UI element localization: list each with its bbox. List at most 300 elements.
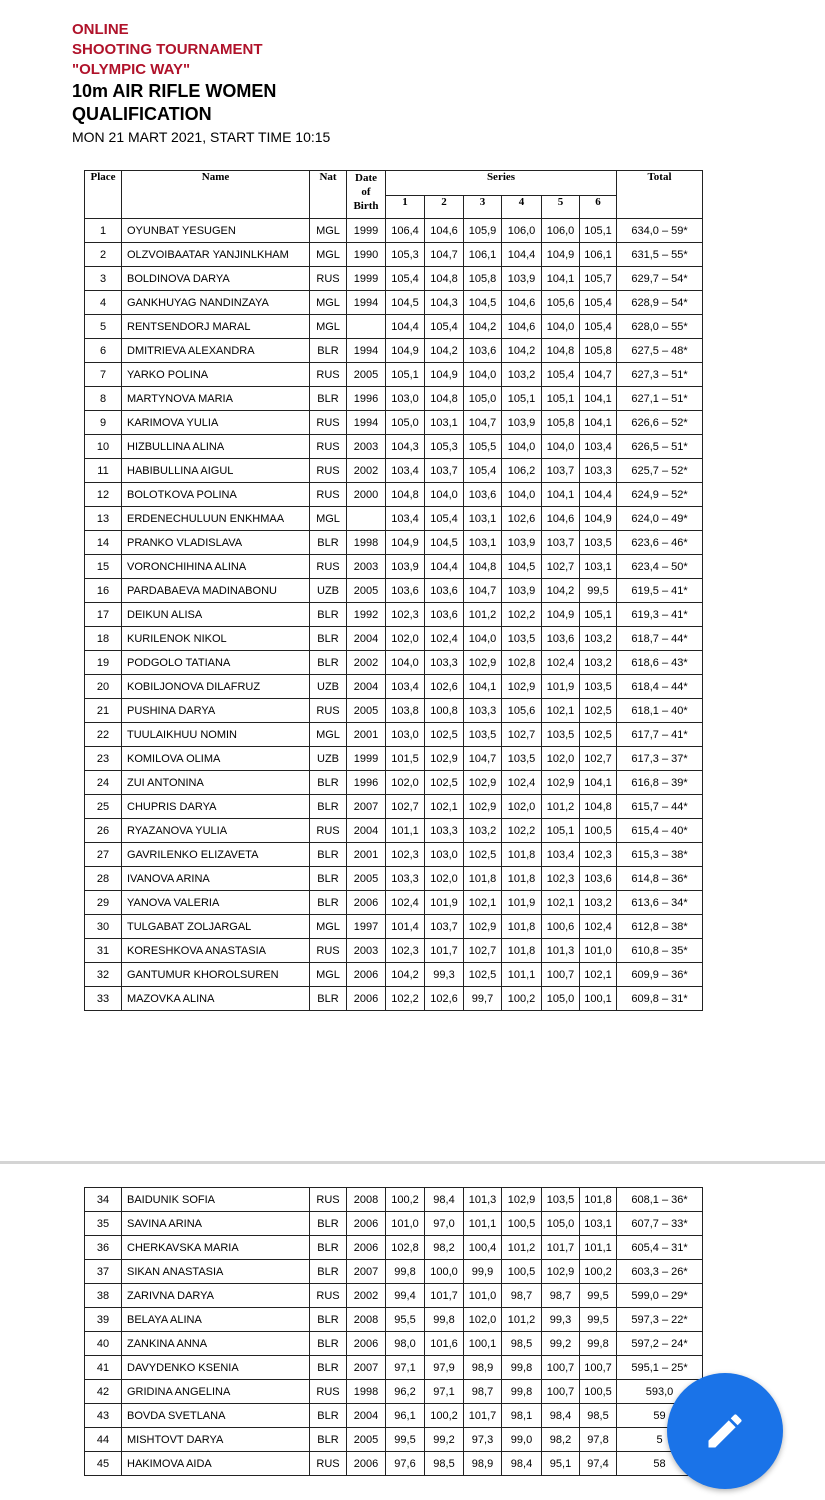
athlete-name-cell: PUSHINA DARYA [122, 699, 310, 723]
series-4-cell: 102,6 [502, 507, 542, 531]
series-2-cell: 97,1 [425, 1380, 464, 1404]
col-header-series-3: 3 [464, 196, 502, 219]
birth-year-cell: 1994 [347, 291, 386, 315]
athlete-name-cell: HIZBULLINA ALINA [122, 435, 310, 459]
birth-year-cell: 1999 [347, 747, 386, 771]
series-2-cell: 105,4 [425, 507, 464, 531]
series-4-cell: 103,2 [502, 363, 542, 387]
nat-cell: RUS [310, 1284, 347, 1308]
series-2-cell: 105,4 [425, 315, 464, 339]
nat-cell: MGL [310, 915, 347, 939]
nat-cell: RUS [310, 459, 347, 483]
total-cell: 59 [617, 1404, 703, 1428]
series-1-cell: 96,1 [386, 1404, 425, 1428]
series-5-cell: 98,2 [542, 1428, 580, 1452]
series-6-cell: 102,7 [580, 747, 617, 771]
series-3-cell: 103,5 [464, 723, 502, 747]
series-1-cell: 105,1 [386, 363, 425, 387]
series-5-cell: 104,6 [542, 507, 580, 531]
series-3-cell: 102,7 [464, 939, 502, 963]
series-2-cell: 103,3 [425, 651, 464, 675]
nat-cell: BLR [310, 627, 347, 651]
series-4-cell: 98,7 [502, 1284, 542, 1308]
athlete-name-cell: GANKHUYAG NANDINZAYA [122, 291, 310, 315]
series-1-cell: 104,4 [386, 315, 425, 339]
series-4-cell: 101,8 [502, 867, 542, 891]
series-3-cell: 98,9 [464, 1452, 502, 1476]
series-1-cell: 104,5 [386, 291, 425, 315]
nat-cell: MGL [310, 963, 347, 987]
total-cell: 597,3 – 22* [617, 1308, 703, 1332]
series-4-cell: 102,2 [502, 819, 542, 843]
series-3-cell: 103,3 [464, 699, 502, 723]
series-2-cell: 98,4 [425, 1188, 464, 1212]
place-cell: 13 [85, 507, 122, 531]
result-row [85, 1212, 703, 1236]
series-2-cell: 102,5 [425, 723, 464, 747]
series-3-cell: 102,0 [464, 1308, 502, 1332]
place-cell: 30 [85, 915, 122, 939]
nat-cell: MGL [310, 243, 347, 267]
athlete-name-cell: HAKIMOVA AIDA [122, 1452, 310, 1476]
series-5-cell: 103,7 [542, 531, 580, 555]
edit-fab-button[interactable] [667, 1373, 783, 1489]
result-row [85, 411, 703, 435]
dob-header-line2: of [361, 186, 371, 198]
series-4-cell: 103,5 [502, 627, 542, 651]
series-3-cell: 104,2 [464, 315, 502, 339]
athlete-name-cell: SAVINA ARINA [122, 1212, 310, 1236]
series-4-cell: 103,9 [502, 579, 542, 603]
dob-header-line1: Date [355, 172, 377, 184]
total-cell: 627,1 – 51* [617, 387, 703, 411]
athlete-name-cell: CHERKAVSKA MARIA [122, 1236, 310, 1260]
athlete-name-cell: DAVYDENKO KSENIA [122, 1356, 310, 1380]
series-6-cell: 103,1 [580, 1212, 617, 1236]
series-6-cell: 97,8 [580, 1428, 617, 1452]
result-row [85, 627, 703, 651]
series-4-cell: 104,0 [502, 435, 542, 459]
athlete-name-cell: BOLOTKOVA POLINA [122, 483, 310, 507]
series-3-cell: 101,2 [464, 603, 502, 627]
series-5-cell: 102,4 [542, 651, 580, 675]
series-5-cell: 105,0 [542, 1212, 580, 1236]
series-1-cell: 106,4 [386, 219, 425, 243]
place-cell: 27 [85, 843, 122, 867]
athlete-name-cell: KORESHKOVA ANASTASIA [122, 939, 310, 963]
result-row [85, 267, 703, 291]
series-6-cell: 99,5 [580, 579, 617, 603]
series-3-cell: 101,7 [464, 1404, 502, 1428]
series-5-cell: 105,8 [542, 411, 580, 435]
event-title: 10m AIR RIFLE WOMEN [72, 81, 277, 101]
total-cell: 599,0 – 29* [617, 1284, 703, 1308]
athlete-name-cell: BAIDUNIK SOFIA [122, 1188, 310, 1212]
nat-cell: RUS [310, 555, 347, 579]
nat-cell: BLR [310, 987, 347, 1011]
nat-cell: BLR [310, 1236, 347, 1260]
result-row [85, 1260, 703, 1284]
birth-year-cell: 1992 [347, 603, 386, 627]
series-6-cell: 106,1 [580, 243, 617, 267]
series-5-cell: 100,7 [542, 963, 580, 987]
nat-cell: RUS [310, 819, 347, 843]
series-5-cell: 101,2 [542, 795, 580, 819]
nat-cell: BLR [310, 891, 347, 915]
series-3-cell: 102,5 [464, 843, 502, 867]
series-1-cell: 98,0 [386, 1332, 425, 1356]
series-6-cell: 100,7 [580, 1356, 617, 1380]
athlete-name-cell: KOMILOVA OLIMA [122, 747, 310, 771]
result-row [85, 1188, 703, 1212]
series-5-cell: 101,9 [542, 675, 580, 699]
series-6-cell: 103,2 [580, 891, 617, 915]
place-cell: 31 [85, 939, 122, 963]
series-1-cell: 101,0 [386, 1212, 425, 1236]
total-cell: 595,1 – 25* [617, 1356, 703, 1380]
series-4-cell: 103,5 [502, 747, 542, 771]
series-3-cell: 104,0 [464, 363, 502, 387]
series-2-cell: 102,9 [425, 747, 464, 771]
series-3-cell: 99,9 [464, 1260, 502, 1284]
place-cell: 44 [85, 1428, 122, 1452]
total-cell: 618,7 – 44* [617, 627, 703, 651]
birth-year-cell: 1999 [347, 267, 386, 291]
place-cell: 33 [85, 987, 122, 1011]
total-cell: 623,6 – 46* [617, 531, 703, 555]
series-5-cell: 102,1 [542, 891, 580, 915]
athlete-name-cell: GAVRILENKO ELIZAVETA [122, 843, 310, 867]
series-4-cell: 103,9 [502, 267, 542, 291]
series-1-cell: 104,0 [386, 651, 425, 675]
place-cell: 19 [85, 651, 122, 675]
col-header-series-4: 4 [502, 196, 542, 219]
series-6-cell: 104,9 [580, 507, 617, 531]
series-5-cell: 98,7 [542, 1284, 580, 1308]
result-row [85, 1236, 703, 1260]
birth-year-cell: 1990 [347, 243, 386, 267]
athlete-name-cell: CHUPRIS DARYA [122, 795, 310, 819]
birth-year-cell: 2008 [347, 1308, 386, 1332]
results-body [85, 219, 703, 1011]
total-cell: 628,9 – 54* [617, 291, 703, 315]
result-row [85, 483, 703, 507]
birth-year-cell: 2006 [347, 1236, 386, 1260]
result-row [85, 723, 703, 747]
series-1-cell: 104,2 [386, 963, 425, 987]
place-cell: 23 [85, 747, 122, 771]
series-2-cell: 101,6 [425, 1332, 464, 1356]
nat-cell: BLR [310, 1308, 347, 1332]
birth-year-cell [347, 315, 386, 339]
series-4-cell: 104,4 [502, 243, 542, 267]
series-4-cell: 103,9 [502, 411, 542, 435]
place-cell: 10 [85, 435, 122, 459]
total-cell: 58 [617, 1452, 703, 1476]
series-1-cell: 97,1 [386, 1356, 425, 1380]
series-4-cell: 99,8 [502, 1380, 542, 1404]
series-2-cell: 101,9 [425, 891, 464, 915]
birth-year-cell: 1998 [347, 531, 386, 555]
series-5-cell: 102,7 [542, 555, 580, 579]
place-cell: 14 [85, 531, 122, 555]
series-2-cell: 105,3 [425, 435, 464, 459]
series-6-cell: 104,8 [580, 795, 617, 819]
result-row [85, 915, 703, 939]
series-5-cell: 95,1 [542, 1452, 580, 1476]
series-5-cell: 100,6 [542, 915, 580, 939]
series-1-cell: 103,0 [386, 387, 425, 411]
series-1-cell: 101,4 [386, 915, 425, 939]
athlete-name-cell: OLZVOIBAATAR YANJINLKHAM [122, 243, 310, 267]
series-2-cell: 100,0 [425, 1260, 464, 1284]
series-6-cell: 105,1 [580, 219, 617, 243]
birth-year-cell: 2003 [347, 939, 386, 963]
series-6-cell: 104,1 [580, 387, 617, 411]
series-5-cell: 99,3 [542, 1308, 580, 1332]
col-header-place: Place [85, 171, 122, 219]
series-1-cell: 103,8 [386, 699, 425, 723]
result-row [85, 339, 703, 363]
series-3-cell: 105,9 [464, 219, 502, 243]
total-cell: 618,1 – 40* [617, 699, 703, 723]
col-header-name: Name [122, 171, 310, 219]
place-cell: 3 [85, 267, 122, 291]
series-4-cell: 104,6 [502, 291, 542, 315]
total-cell: 615,4 – 40* [617, 819, 703, 843]
series-1-cell: 101,5 [386, 747, 425, 771]
athlete-name-cell: BOVDA SVETLANA [122, 1404, 310, 1428]
nat-cell: BLR [310, 339, 347, 363]
series-4-cell: 102,2 [502, 603, 542, 627]
series-6-cell: 105,1 [580, 603, 617, 627]
series-3-cell: 103,6 [464, 339, 502, 363]
place-cell: 18 [85, 627, 122, 651]
series-2-cell: 104,9 [425, 363, 464, 387]
series-1-cell: 102,7 [386, 795, 425, 819]
athlete-name-cell: BOLDINOVA DARYA [122, 267, 310, 291]
series-4-cell: 102,4 [502, 771, 542, 795]
series-6-cell: 103,5 [580, 675, 617, 699]
place-cell: 6 [85, 339, 122, 363]
series-6-cell: 99,5 [580, 1284, 617, 1308]
place-cell: 22 [85, 723, 122, 747]
series-4-cell: 98,1 [502, 1404, 542, 1428]
result-row [85, 1332, 703, 1356]
nat-cell: BLR [310, 651, 347, 675]
series-2-cell: 103,3 [425, 819, 464, 843]
series-2-cell: 102,1 [425, 795, 464, 819]
series-4-cell: 101,8 [502, 843, 542, 867]
birth-year-cell: 2006 [347, 1332, 386, 1356]
birth-year-cell: 2006 [347, 891, 386, 915]
birth-year-cell: 2007 [347, 1356, 386, 1380]
birth-year-cell: 2002 [347, 459, 386, 483]
nat-cell: BLR [310, 843, 347, 867]
athlete-name-cell: KARIMOVA YULIA [122, 411, 310, 435]
series-2-cell: 97,9 [425, 1356, 464, 1380]
nat-cell: BLR [310, 1404, 347, 1428]
stage-title: QUALIFICATION [72, 104, 212, 124]
place-cell: 26 [85, 819, 122, 843]
series-4-cell: 103,9 [502, 531, 542, 555]
series-3-cell: 104,7 [464, 579, 502, 603]
athlete-name-cell: SIKAN ANASTASIA [122, 1260, 310, 1284]
place-cell: 40 [85, 1332, 122, 1356]
birth-year-cell: 1996 [347, 771, 386, 795]
result-row [85, 1428, 703, 1452]
series-5-cell: 103,5 [542, 1188, 580, 1212]
series-5-cell: 102,9 [542, 1260, 580, 1284]
nat-cell: BLR [310, 1212, 347, 1236]
series-2-cell: 103,1 [425, 411, 464, 435]
series-1-cell: 102,3 [386, 939, 425, 963]
series-6-cell: 97,4 [580, 1452, 617, 1476]
series-1-cell: 103,4 [386, 675, 425, 699]
total-cell: 626,6 – 52* [617, 411, 703, 435]
nat-cell: BLR [310, 531, 347, 555]
series-1-cell: 103,0 [386, 723, 425, 747]
series-2-cell: 102,4 [425, 627, 464, 651]
series-6-cell: 104,4 [580, 483, 617, 507]
athlete-name-cell: RENTSENDORJ MARAL [122, 315, 310, 339]
birth-year-cell: 2004 [347, 675, 386, 699]
series-5-cell: 104,1 [542, 483, 580, 507]
place-cell: 36 [85, 1236, 122, 1260]
series-6-cell: 103,2 [580, 651, 617, 675]
nat-cell: RUS [310, 411, 347, 435]
series-1-cell: 105,3 [386, 243, 425, 267]
series-2-cell: 100,2 [425, 1404, 464, 1428]
series-6-cell: 100,2 [580, 1260, 617, 1284]
series-5-cell: 99,2 [542, 1332, 580, 1356]
result-row [85, 1356, 703, 1380]
series-6-cell: 100,5 [580, 1380, 617, 1404]
birth-year-cell: 2005 [347, 363, 386, 387]
athlete-name-cell: KURILENOK NIKOL [122, 627, 310, 651]
series-1-cell: 95,5 [386, 1308, 425, 1332]
birth-year-cell: 2002 [347, 1284, 386, 1308]
series-5-cell: 103,6 [542, 627, 580, 651]
header-line-olympic-way: "OLYMPIC WAY" [72, 61, 191, 78]
series-5-cell: 103,7 [542, 459, 580, 483]
series-3-cell: 97,3 [464, 1428, 502, 1452]
place-cell: 8 [85, 387, 122, 411]
total-cell: 605,4 – 31* [617, 1236, 703, 1260]
birth-year-cell: 1998 [347, 1380, 386, 1404]
series-2-cell: 100,8 [425, 699, 464, 723]
birth-year-cell: 2004 [347, 627, 386, 651]
birth-year-cell [347, 507, 386, 531]
nat-cell: MGL [310, 291, 347, 315]
athlete-name-cell: TULGABAT ZOLJARGAL [122, 915, 310, 939]
nat-cell: BLR [310, 1332, 347, 1356]
total-cell: 626,5 – 51* [617, 435, 703, 459]
series-6-cell: 103,6 [580, 867, 617, 891]
result-row [85, 315, 703, 339]
series-4-cell: 102,7 [502, 723, 542, 747]
total-cell: 634,0 – 59* [617, 219, 703, 243]
series-2-cell: 104,3 [425, 291, 464, 315]
series-2-cell: 99,3 [425, 963, 464, 987]
total-cell: 619,5 – 41* [617, 579, 703, 603]
series-4-cell: 101,8 [502, 915, 542, 939]
series-3-cell: 98,9 [464, 1356, 502, 1380]
athlete-name-cell: MISHTOVT DARYA [122, 1428, 310, 1452]
series-4-cell: 99,0 [502, 1428, 542, 1452]
place-cell: 28 [85, 867, 122, 891]
total-cell: 610,8 – 35* [617, 939, 703, 963]
series-6-cell: 100,5 [580, 819, 617, 843]
total-cell: 614,8 – 36* [617, 867, 703, 891]
result-row [85, 1308, 703, 1332]
col-header-date-of-birth [347, 171, 386, 219]
total-cell: 609,9 – 36* [617, 963, 703, 987]
athlete-name-cell: MAZOVKA ALINA [122, 987, 310, 1011]
result-row [85, 891, 703, 915]
series-4-cell: 101,8 [502, 939, 542, 963]
series-3-cell: 101,0 [464, 1284, 502, 1308]
nat-cell: RUS [310, 435, 347, 459]
series-2-cell: 104,2 [425, 339, 464, 363]
series-3-cell: 101,3 [464, 1188, 502, 1212]
place-cell: 34 [85, 1188, 122, 1212]
result-row [85, 819, 703, 843]
result-row [85, 219, 703, 243]
series-5-cell: 105,1 [542, 819, 580, 843]
result-row [85, 363, 703, 387]
place-cell: 2 [85, 243, 122, 267]
results-body-continued [85, 1188, 703, 1476]
series-1-cell: 102,3 [386, 843, 425, 867]
athlete-name-cell: VORONCHIHINA ALINA [122, 555, 310, 579]
result-row [85, 771, 703, 795]
series-2-cell: 103,6 [425, 603, 464, 627]
series-2-cell: 104,5 [425, 531, 464, 555]
athlete-name-cell: ZARIVNA DARYA [122, 1284, 310, 1308]
birth-year-cell: 2006 [347, 1452, 386, 1476]
series-2-cell: 103,6 [425, 579, 464, 603]
athlete-name-cell: ZANKINA ANNA [122, 1332, 310, 1356]
athlete-name-cell: ERDENECHULUUN ENKHMAA [122, 507, 310, 531]
series-1-cell: 103,4 [386, 507, 425, 531]
pencil-icon [703, 1409, 747, 1453]
series-3-cell: 99,7 [464, 987, 502, 1011]
birth-year-cell: 2001 [347, 723, 386, 747]
total-cell: 612,8 – 38* [617, 915, 703, 939]
header-line-online: ONLINE [72, 21, 129, 38]
result-row [85, 843, 703, 867]
athlete-name-cell: OYUNBAT YESUGEN [122, 219, 310, 243]
series-5-cell: 104,1 [542, 267, 580, 291]
series-6-cell: 99,8 [580, 1332, 617, 1356]
nat-cell: RUS [310, 363, 347, 387]
total-cell: 617,3 – 37* [617, 747, 703, 771]
birth-year-cell: 2007 [347, 1260, 386, 1284]
place-cell: 9 [85, 411, 122, 435]
series-2-cell: 97,0 [425, 1212, 464, 1236]
athlete-name-cell: RYAZANOVA YULIA [122, 819, 310, 843]
header-line-tournament: SHOOTING TOURNAMENT [72, 41, 263, 58]
result-row [85, 795, 703, 819]
results-table [84, 170, 703, 1011]
series-3-cell: 104,5 [464, 291, 502, 315]
series-3-cell: 104,7 [464, 411, 502, 435]
series-2-cell: 102,0 [425, 867, 464, 891]
series-3-cell: 102,1 [464, 891, 502, 915]
series-2-cell: 99,8 [425, 1308, 464, 1332]
total-cell: 619,3 – 41* [617, 603, 703, 627]
